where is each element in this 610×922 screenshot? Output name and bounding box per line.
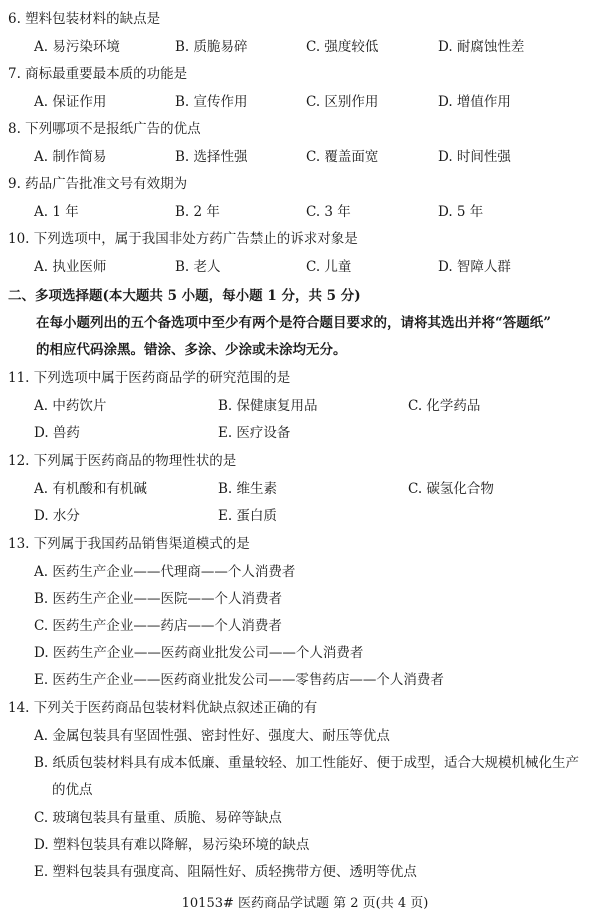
q12-option-a: A. 有机酸和有机碱 [34, 481, 147, 497]
q12-option-c: C. 碳氢化合物 [408, 481, 494, 497]
q13-option-d: D. 医药生产企业——医药商业批发公司——个人消费者 [34, 645, 364, 661]
q10-option-a: A. 执业医师 [34, 259, 107, 275]
q12-option-e: E. 蛋白质 [218, 508, 277, 524]
q7-option-a: A. 保证作用 [34, 94, 107, 110]
question-8-stem: 8. 下列哪项不是报纸广告的优点 [8, 121, 201, 137]
q9-option-b: B. 2 年 [175, 204, 220, 220]
q11-option-b: B. 保健康复用品 [218, 398, 318, 414]
q9-option-d: D. 5 年 [438, 204, 484, 220]
q9-option-c: C. 3 年 [306, 204, 351, 220]
q11-option-c: C. 化学药品 [408, 398, 481, 414]
q8-option-c: C. 覆盖面宽 [306, 149, 379, 165]
q6-option-b: B. 质脆易碎 [175, 39, 248, 55]
q7-option-b: B. 宣传作用 [175, 94, 248, 110]
q11-option-d: D. 兽药 [34, 425, 80, 441]
q13-option-a: A. 医药生产企业——代理商——个人消费者 [34, 564, 296, 580]
q7-option-d: D. 增值作用 [438, 94, 511, 110]
question-6-stem: 6. 塑料包装材料的缺点是 [8, 11, 161, 27]
q6-option-c: C. 强度较低 [306, 39, 379, 55]
q13-option-b: B. 医药生产企业——医院——个人消费者 [34, 591, 283, 607]
q14-option-b: B. 纸质包装材料具有成本低廉、重量较轻、加工性能好、便于成型，适合大规模机械化生产 [34, 755, 580, 771]
section-2-instruction-line1: 在每小题列出的五个备选项中至少有两个是符合题目要求的，请将其选出并将“答题纸” [36, 315, 552, 331]
q10-option-d: D. 智障人群 [438, 259, 511, 275]
q8-option-d: D. 时间性强 [438, 149, 511, 165]
section-2-title: 二、多项选择题(本大题共 5 小题，每小题 1 分，共 5 分) [8, 288, 361, 304]
q11-option-e: E. 医疗设备 [218, 425, 291, 441]
question-9-stem: 9. 药品广告批准文号有效期为 [8, 176, 188, 192]
q6-option-d: D. 耐腐蚀性差 [438, 39, 525, 55]
q8-option-a: A. 制作简易 [34, 149, 107, 165]
q14-option-e: E. 塑料包装具有强度高、阻隔性好、质轻携带方便、透明等优点 [34, 864, 417, 880]
q10-option-c: C. 儿童 [306, 259, 352, 275]
q14-option-c: C. 玻璃包装具有量重、质脆、易碎等缺点 [34, 810, 282, 826]
q14-option-b-continuation: 的优点 [52, 782, 93, 798]
q6-option-a: A. 易污染环境 [34, 39, 120, 55]
question-13-stem: 13. 下列属于我国药品销售渠道模式的是 [8, 536, 250, 552]
q12-option-d: D. 水分 [34, 508, 80, 524]
q14-option-a: A. 金属包装具有坚固性强、密封性好、强度大、耐压等优点 [34, 728, 390, 744]
question-10-stem: 10. 下列选项中，属于我国非处方药广告禁止的诉求对象是 [8, 231, 358, 247]
q10-option-b: B. 老人 [175, 259, 221, 275]
question-7-stem: 7. 商标最重要最本质的功能是 [8, 66, 188, 82]
q14-option-d: D. 塑料包装具有难以降解，易污染环境的缺点 [34, 837, 310, 853]
question-12-stem: 12. 下列属于医药商品的物理性状的是 [8, 453, 237, 469]
question-11-stem: 11. 下列选项中属于医药商品学的研究范围的是 [8, 370, 291, 386]
page-footer: 10153# 医药商品学试题 第 2 页(共 4 页) [181, 896, 429, 911]
q9-option-a: A. 1 年 [34, 204, 79, 220]
section-2-instruction-line2: 的相应代码涂黑。错涂、多涂、少涂或未涂均无分。 [36, 342, 347, 358]
q12-option-b: B. 维生素 [218, 481, 278, 497]
q8-option-b: B. 选择性强 [175, 149, 248, 165]
q13-option-e: E. 医药生产企业——医药商业批发公司——零售药店——个人消费者 [34, 672, 444, 688]
q11-option-a: A. 中药饮片 [34, 398, 107, 414]
q7-option-c: C. 区别作用 [306, 94, 379, 110]
question-14-stem: 14. 下列关于医药商品包装材料优缺点叙述正确的有 [8, 700, 318, 716]
q13-option-c: C. 医药生产企业——药店——个人消费者 [34, 618, 282, 634]
